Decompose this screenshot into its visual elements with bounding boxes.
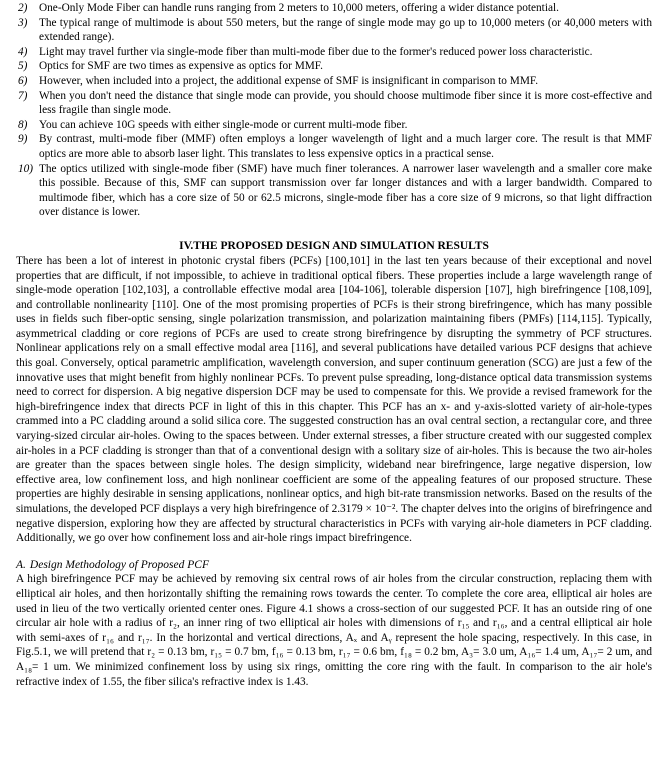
- list-item: [16, 1, 652, 16]
- numbered-list: [16, 1, 652, 220]
- list-item: [16, 162, 652, 220]
- item-number: 3): [18, 16, 28, 29]
- item-number: 10): [18, 162, 34, 175]
- item-text: The typical range of multimode is about 550 meters, but the range of single mode may go up to 10,000 meters (or 40,000 meters with extended range).: [39, 16, 652, 44]
- subsection-heading: [16, 558, 652, 573]
- list-item: [16, 74, 652, 89]
- item-number: 2): [18, 2, 28, 14]
- item-number: 8): [18, 118, 28, 131]
- subsection-paragraph: A high birefringence PCF may be achieved by removing six central rows of air holes from the circular construction, replacing them with elliptical air holes, and then horizontally shifting the remaining rows towards the center. To complete the core area, elliptical air holes are used in lieu of the two vertically oriented center ones. Figure 4.1 shows a cross-section of our suggested PCF. It has an outside ring of one circular air hole with a radius of r₂, an inner ring of two elliptical air holes with dimensions of r₁₅ and r₁₆, and a central elliptical air hole with semi-axes of r₁₆ and r₁₇. In the horizontal and vertical directions, Aₓ and Aᵧ represent the hole spacing, respectively. In this case, in Fig.5.1, we will pretend that r₂ = 0.13 bm, r₁₅ = 0.7 bm, f₁₆ = 0.13 bm, r₁₇ = 0.6 bm, f₁₈ = 0.2 bm, A₃= 3.0 um, A₁₆= 1.4 um, A₁₇= 2 um, and A₁₈= 1 um. We minimized confinement loss by using six rings, omitting the core ring with the fault. In comparison to the air hole's refractive index of 1.55, the fiber silica's refractive index is 1.43.: [16, 573, 652, 688]
- item-text: When you don't need the distance that single mode can provide, you should choose multimode fiber since it is more cost-effective and less fragile than single mode.: [39, 89, 652, 117]
- list-item: [16, 16, 652, 45]
- subsection-title: Design Methodology of Proposed PCF: [29, 558, 209, 571]
- section-heading: IV.THE PROPOSED DESIGN AND SIMULATION RESULTS: [179, 239, 489, 252]
- list-item: [16, 59, 652, 74]
- item-text: However, when included into a project, the additional expense of SMF is insignificant in comparison to MMF.: [39, 74, 539, 87]
- list-item: [16, 118, 652, 133]
- item-text: One-Only Mode Fiber can handle runs ranging from 2 meters to 10,000 meters, offering a wider distance potential.: [39, 2, 559, 14]
- item-number: 4): [18, 45, 28, 58]
- section-paragraph: There has been a lot of interest in photonic crystal fibers (PCFs) [100,101] in the last ten years because of their exceptional and novel properties that are difficult, if not impossible, to achieve in traditional optical fibers. These properties include a large wavelength range of single-mode operation [102,103], a controllable effective modal area [104-106], tolerable dispersion [107], high birefringence [108,109], and controllable nonlinearity [110]. One of the most promising properties of PCFs is their strong birefringence, which has many possible uses in fields such fiber-optic sensing, single polarization transmission, and polarization maintaining fibers (PMFs) [114,115]. Typically, asymmetrical cladding or core regions of PCFs are used to create strong birefringence by disrupting the symmetry of PCF structures. Nonlinear applications rely on a small effective modal area [116], and several publications have detailed various PCF designs that achieve this goal. Conversely, optical parametric amplification, wavelength conversion, and super continuum generation (SCG) are just a few of the innovative uses that might benefit from highly nonlinear PCFs. To prevent pulse spreading, long-distance optical data transmission systems need to correct for dispersion. A big negative dispersion DCF may be used to compensate for this. We provide a revised framework for the high-birefringence index that directs PCF in light of this in this chapter. This PCF has an x- and y-axis-slotted variety of air-hole-types crammed into a PC cladding around a solid silica core. The suggested construction has an oval central section, a rectangular core, and three varying-sized circular air-holes. Owing to the spaces between. Under external stresses, a fiber structure created with our suggested complex air-holes in a PCF cladding is stronger than that of a conventional design with a solitary size of air-holes. This is because the two air-holes are greater than the spaces between single holes. The design simplicity, wideband near birefringence, large negative dispersion, low effective area, low confinement loss, and high nonlinear coefficient are some of the appealing features of our proposed structure. These properties are highly desirable in sensing applications, nonlinear optics, and high bit-rate transmission networks. Based on the results of the simulations, the developed PCF displays a very high birefringence of 2.3179 × 10⁻². The chapter delves into the origins of birefringence and negative dispersion, exploring how they are affected by structural characteristics in PCFs with varying air-hole diameters in PCF cladding. Additionally, we go over how confinement loss and air-hole rings impact birefringence.: [16, 254, 652, 545]
- list-item: [16, 132, 652, 161]
- item-number: 6): [18, 74, 28, 87]
- item-text: Optics for SMF are two times as expensive as optics for MMF.: [39, 60, 323, 73]
- list-item: [16, 89, 652, 118]
- item-text: The optics utilized with single-mode fiber (SMF) have much finer tolerances. A narrower laser wavelength and a smaller core make this possible. Because of this, SMF can support transmission over far longer distances and with a larger bandwidth. Compared to multimode fiber, which has a core size of 50 or 62.5 microns, single-mode fiber has a core size of 9 microns, so that light diffraction over distance is lower.: [39, 162, 652, 219]
- item-text: By contrast, multi-mode fiber (MMF) often employs a longer wavelength of light and a much larger core. The result is that MMF optics are more able to absorb laser light. This translates to less expensive optics in a practical sense.: [39, 133, 652, 160]
- item-text: You can achieve 10G speeds with either single-mode or current multi-mode fiber.: [39, 118, 408, 131]
- item-text: Light may travel further via single-mode fiber than multi-mode fiber due to the former's reduced power loss characteristic.: [39, 45, 593, 58]
- item-number: 5): [18, 60, 28, 73]
- list-item: [16, 45, 652, 60]
- subsection-number: A.: [16, 558, 26, 571]
- item-number: 7): [18, 89, 28, 102]
- item-number: 9): [18, 133, 28, 146]
